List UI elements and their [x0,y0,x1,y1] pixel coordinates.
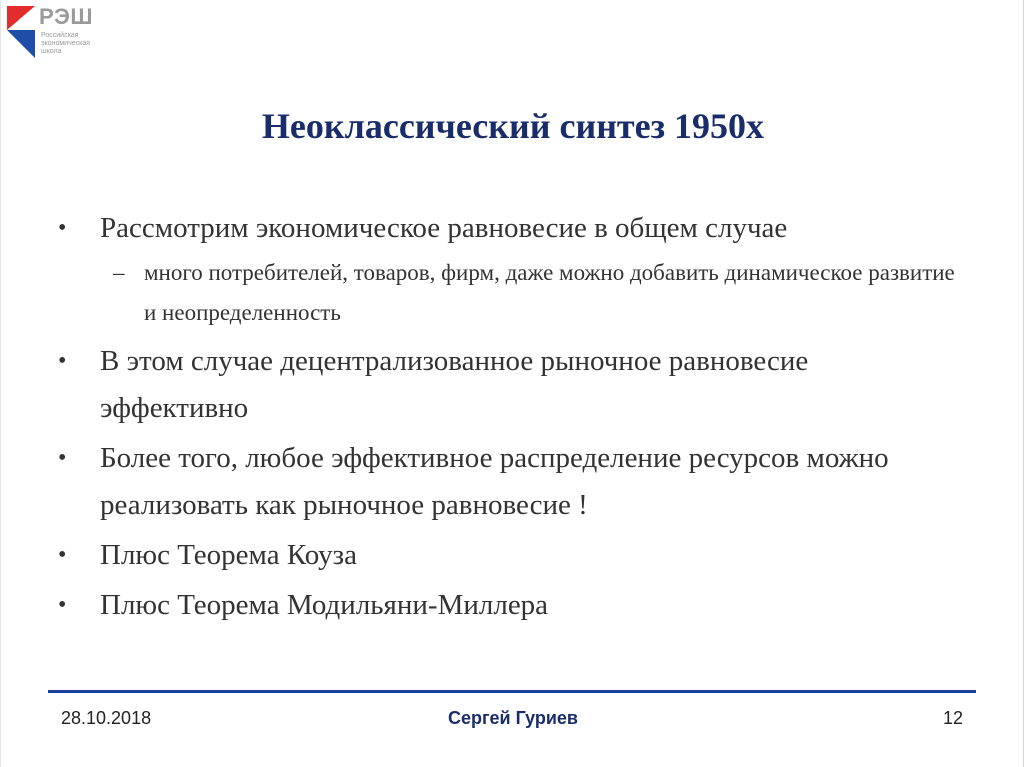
footer-page-number: 12 [942,708,963,728]
slide-title: Неоклассический синтез 1950х [261,106,765,146]
bullet-text: В этом случае децентрализованное рыночное равновесие эффективно [100,345,809,424]
bullet-marker: • [58,542,67,568]
nes-logo-icon [5,4,39,60]
sub-bullet-marker: – [113,260,125,285]
bullet-marker: • [58,445,67,471]
footer-author: Сергей Гуриев [447,708,578,728]
bullet-text: Плюс Теорема Коуза [100,539,357,571]
nes-logo [5,4,105,60]
logo-subtitle [41,32,111,56]
bullet-text: Более того, любое эффективное распределение ресурсов можно реализовать как рыночное равновесие ! [100,442,889,521]
bullet-text: Плюс Теорема Модильяни-Миллера [100,589,549,621]
bullet-marker: • [58,215,67,241]
sub-bullet-item [56,253,956,333]
logo-subtitle-line: экономическая [41,40,91,47]
footer-rule [48,690,976,693]
bullet-item [56,338,956,432]
logo-title: РЭШ [39,4,93,29]
footer-date: 28.10.2018 [61,708,152,728]
bullet-item [56,435,956,529]
bullet-marker: • [58,592,67,618]
logo-subtitle-line: школа [41,48,62,55]
slide-body [56,205,956,629]
bullet-marker: • [58,348,67,374]
bullet-item [56,205,956,252]
bullet-item [56,582,956,629]
bullet-text: Рассмотрим экономическое равновесие в общем случае [100,212,788,244]
bullet-item [56,532,956,579]
sub-bullet-text: много потребителей, товаров, фирм, даже можно добавить динамическое развитие и неопределенность [144,260,955,325]
logo-subtitle-line: Российская [41,32,79,39]
